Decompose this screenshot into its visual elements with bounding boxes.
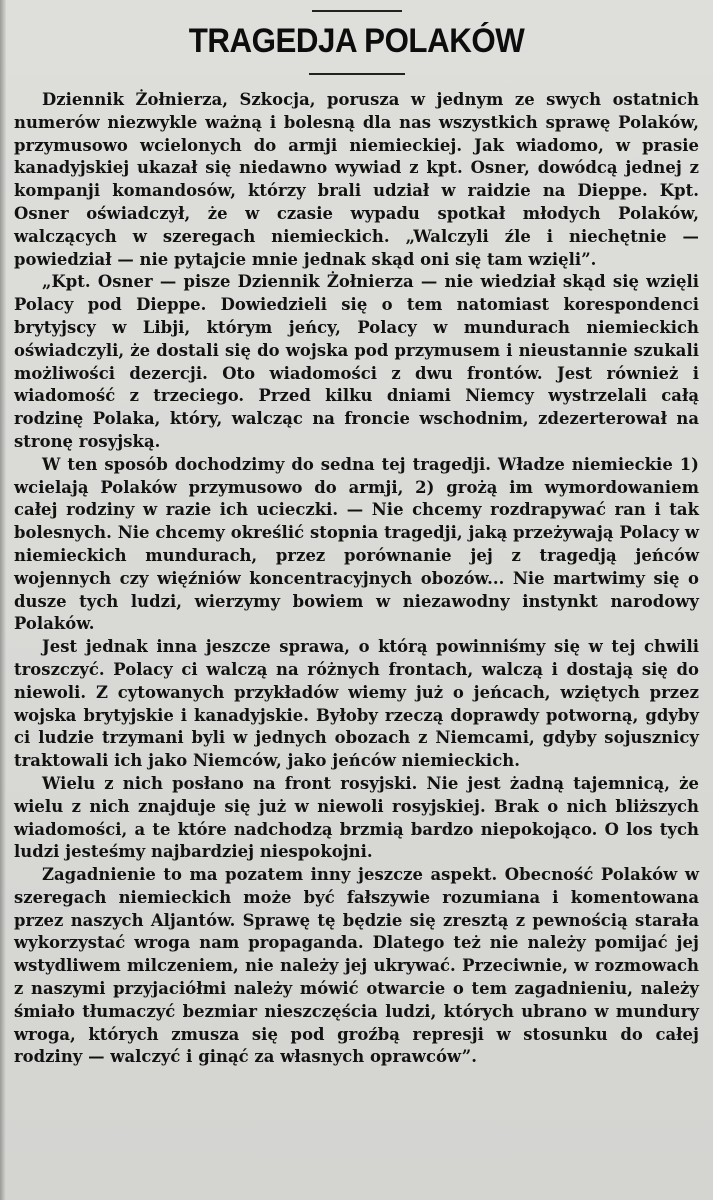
paragraph: „Kpt. Osner — pisze Dziennik Żołnierza — nie wiedział skąd się wzięli Polacy pod Dieppe. Dowiedzieli się o tem natomiast korespondenci brytyjscy w Libji, którym jeńcy, Polacy w mundurach niemieckich oświadczyli, że dostali się do wojska pod przymusem i nieustannie szukali możliwości dezercji. Oto wiadomości z dwu frontów. Jest również i wiadomość z trzeciego. Przed kilku dniami Niemcy wystrzelali całą rodzinę Polaka, który, walcząc na froncie wschodnim, zdezerterował na stronę rosyjską. bbox=[14, 272, 699, 451]
page-edge-shadow bbox=[0, 0, 6, 1200]
paragraph: Zagadnienie to ma pozatem inny jeszcze aspekt. Obecność Polaków w szeregach niemieckich może być fałszywie rozumiana i komentowana przez naszych Aljantów. Sprawę tę będzie się zresztą z pewnością starała wykorzystać wroga nam propaganda. Dlatego też nie należy pomijać jej wstydliwem milczeniem, nie należy jej ukrywać. Przeciwnie, w rozmowach z naszymi przyjaciółmi należy mówić otwarcie o tem zagadnieniu, należy śmiało tłumaczyć bezmiar nieszczęścia ludzi, których ubrano w mundury wroga, których zmusza się pod groźbą represji w stosunku do całej rodziny — walczyć i ginąć za własnych oprawców”. bbox=[14, 865, 699, 1067]
paragraph: W ten sposób dochodzimy do sedna tej tragedji. Władze niemieckie 1) wcielają Polaków przymusowo do armji, 2) grożą im wymordowaniem całej rodziny w razie ich ucieczki. — Nie chcemy rozdrapywać ran i tak bolesnych. Nie chcemy określić stopnia tragedji, jaką przeżywają Polacy w niemieckich mundurach, przez porównanie jej z tragedją jeńców wojennych czy więźniów koncentracyjnych obozów... Nie martwimy się o dusze tych ludzi, wierzymy bowiem w niezawodny instynkt narodowy Polaków. bbox=[14, 454, 699, 634]
article-body bbox=[14, 89, 699, 1069]
paragraph: Wielu z nich posłano na front rosyjski. Nie jest żadną tajemnicą, że wielu z nich znajduje się już w niewoli rosyjskiej. Brak o nich bliższych wiadomości, a te które nadchodzą brzmią bardzo niepokojąco. O los tych ludzi jesteśmy najbardziej niespokojni. bbox=[14, 773, 699, 862]
article-title: TRAGEDJA POLAKÓW bbox=[188, 22, 525, 60]
paragraph: Jest jednak inna jeszcze sprawa, o którą powinniśmy się w tej chwili troszczyć. Polacy ci walczą na różnych frontach, walczą i dostają się do niewoli. Z cytowanych przykładów wiemy już o jeńcach, wziętych przez wojska brytyjskie i kanadyjskie. Byłoby rzeczą doprawdy potworną, gdyby ci ludzie trzymani byli w jednych obozach z Niemcami, gdyby sojusznicy traktowali ich jako Niemców, jako jeńców niemieckich. bbox=[14, 637, 699, 771]
top-rule bbox=[312, 10, 402, 12]
paragraph: Dziennik Żołnierza, Szkocja, porusza w jednym ze swych ostatnich numerów niezwykle ważną i bolesną dla nas wszystkich sprawę Polaków, przymusowo wcielonych do armji niemieckiej. Jak wiadomo, w prasie kanadyjskiej ukazał się niedawno wywiad z kpt. Osner, dowódcą jednej z kompanji komandosów, którzy brali udział w raidzie na Dieppe. Kpt. Osner oświadczył, że w czasie wypadu spotkał młodych Polaków, walczących w szeregach niemieckich. „Walczyli źle i niechętnie — powiedział — nie pytajcie mnie jednak skąd oni się tam wzięli”. bbox=[14, 90, 699, 269]
title-rule bbox=[309, 73, 405, 75]
